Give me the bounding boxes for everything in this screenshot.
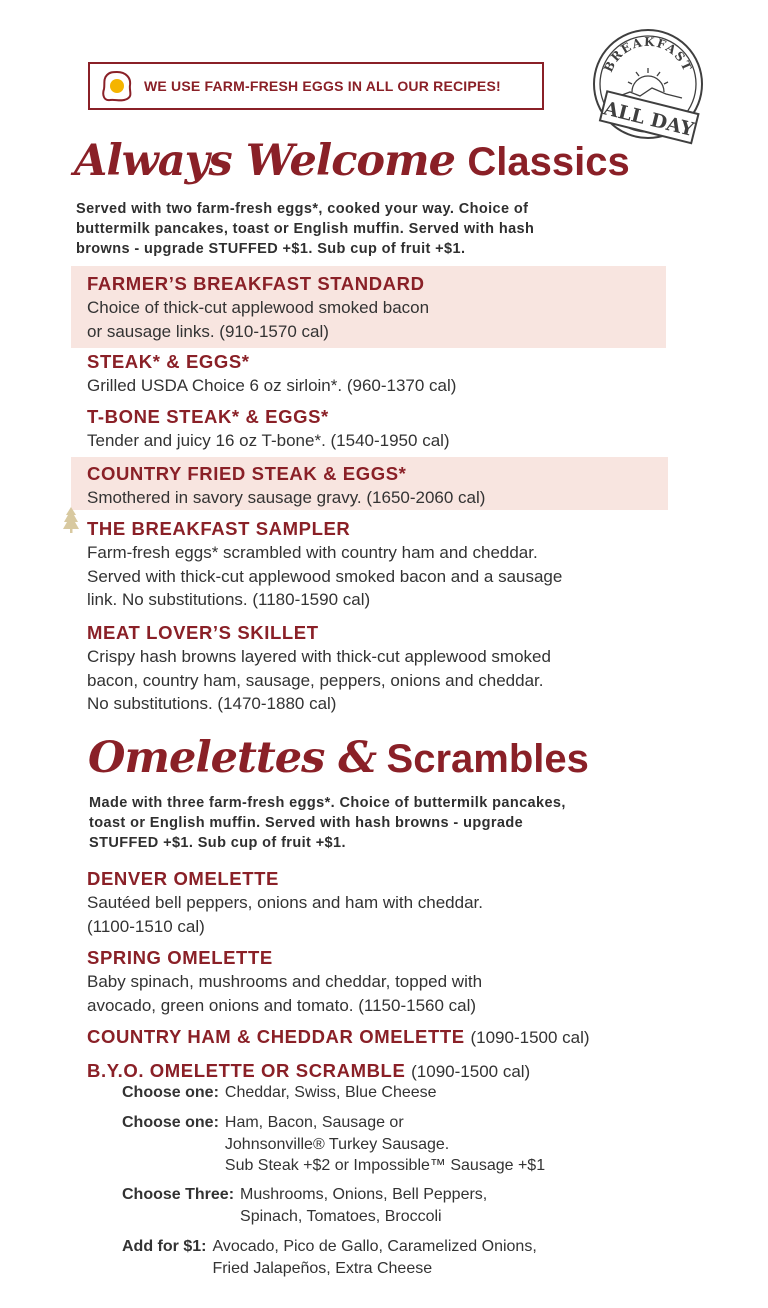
item-cal: (1090-1500 cal) [470, 1028, 590, 1047]
item-name: DENVER OMELETTE [87, 868, 279, 889]
item-desc: Choice of thick-cut applewood smoked bacon [87, 298, 430, 317]
item-name: SPRING OMELETTE [87, 947, 273, 968]
item-name: COUNTRY FRIED STEAK & EGGS* [87, 463, 407, 484]
option-text: Spinach, Tomatoes, Broccoli [240, 1207, 442, 1225]
omelettes-title-sans: Scrambles [386, 737, 589, 781]
item-name: COUNTRY HAM & CHEDDAR OMELETTE [87, 1026, 465, 1047]
option-text: Mushrooms, Onions, Bell Peppers, [240, 1186, 488, 1203]
menu-item [87, 350, 456, 398]
menu-item [87, 1025, 590, 1050]
item-desc: No substitutions. (1470-1880 cal) [87, 694, 337, 713]
item-desc: Grilled USDA Choice 6 oz sirloin*. (960-1370 cal) [87, 376, 457, 395]
item-cal: (1090-1500 cal) [411, 1062, 531, 1081]
item-name: STEAK* & EGGS* [87, 351, 250, 372]
classics-title-sans: Classics [467, 140, 630, 184]
item-name: T-BONE STEAK* & EGGS* [87, 406, 329, 427]
omelettes-title [88, 733, 589, 793]
intro-line: buttermilk pancakes, toast or English muffin. Served with hash [76, 221, 535, 237]
menu-item [87, 462, 485, 510]
item-desc: Farm-fresh eggs* scrambled with country ham and cheddar. [87, 543, 538, 562]
option-row [122, 1236, 537, 1279]
item-desc: or sausage links. (910-1570 cal) [87, 321, 329, 341]
item-desc: link. No substitutions. (1180-1590 cal) [87, 590, 371, 609]
menu-item [87, 405, 450, 453]
breakfast-all-day-stamp [580, 22, 714, 146]
option-label: Choose one: [122, 1114, 219, 1131]
intro-line: Made with three farm-fresh eggs*. Choice of buttermilk pancakes, [89, 795, 566, 811]
option-text: Fried Jalapeños, Extra Cheese [212, 1259, 433, 1277]
option-label: Choose one: [122, 1084, 219, 1101]
option-text: Sub Steak +$2 or Impossible™ Sausage +$1 [224, 1157, 546, 1174]
stamp-top-text: BREAKFAST [601, 34, 695, 75]
farm-fresh-banner [88, 62, 544, 110]
item-desc: Baby spinach, mushrooms and cheddar, topped with [87, 972, 483, 991]
menu-item [87, 1059, 530, 1084]
item-name: MEAT LOVER’S SKILLET [87, 622, 319, 643]
option-text: Ham, Bacon, Sausage or [224, 1114, 404, 1131]
item-desc: bacon, country ham, sausage, peppers, onions and cheddar. [87, 670, 544, 690]
intro-line: Served with two farm-fresh eggs*, cooked your way. Choice of [76, 201, 529, 217]
option-text: Johnsonville® Turkey Sausage. [224, 1135, 450, 1153]
classics-title-script: Always Welcome [74, 136, 455, 186]
option-row [122, 1082, 437, 1104]
intro-line: toast or English muffin. Served with hash browns - upgrade [89, 815, 524, 831]
option-label: Add for $1: [122, 1238, 207, 1255]
banner-text: WE USE FARM-FRESH EGGS IN ALL OUR RECIPES! [144, 78, 501, 94]
item-desc: Sautéed bell peppers, onions and ham with cheddar. [87, 893, 483, 912]
option-row [122, 1112, 545, 1177]
item-desc: Served with thick-cut applewood smoked bacon and a sausage [87, 566, 563, 586]
intro-line: STUFFED +$1. Sub cup of fruit +$1. [89, 835, 346, 851]
option-row [122, 1184, 487, 1227]
option-label: Choose Three: [122, 1186, 235, 1203]
omelettes-intro [89, 793, 566, 853]
menu-item [87, 517, 562, 612]
item-name: THE BREAKFAST SAMPLER [87, 518, 351, 539]
menu-item [87, 272, 429, 343]
item-desc: Crispy hash browns layered with thick-cut applewood smoked [87, 647, 551, 666]
option-text: Avocado, Pico de Gallo, Caramelized Onions, [212, 1238, 537, 1255]
menu-item [87, 621, 551, 716]
item-desc: Smothered in savory sausage gravy. (1650-2060 cal) [87, 488, 486, 507]
item-desc: (1100-1510 cal) [87, 916, 205, 936]
menu-item [87, 867, 483, 938]
classics-intro [76, 199, 534, 259]
item-name: FARMER’S BREAKFAST STANDARD [87, 273, 425, 294]
tree-icon [62, 506, 80, 534]
stamp-bottom-text: ALL DAY [601, 97, 696, 142]
classics-title [74, 136, 630, 196]
item-desc: avocado, green onions and tomato. (1150-1560 cal) [87, 995, 477, 1015]
item-name: B.Y.O. OMELETTE OR SCRAMBLE [87, 1060, 406, 1081]
fried-egg-icon [100, 69, 134, 103]
option-text: Cheddar, Swiss, Blue Cheese [224, 1084, 437, 1101]
item-desc: Tender and juicy 16 oz T-bone*. (1540-1950 cal) [87, 431, 450, 450]
intro-line: browns - upgrade STUFFED +$1. Sub cup of fruit +$1. [76, 241, 466, 257]
omelettes-title-script: Omelettes & [88, 733, 377, 783]
menu-item [87, 946, 482, 1017]
